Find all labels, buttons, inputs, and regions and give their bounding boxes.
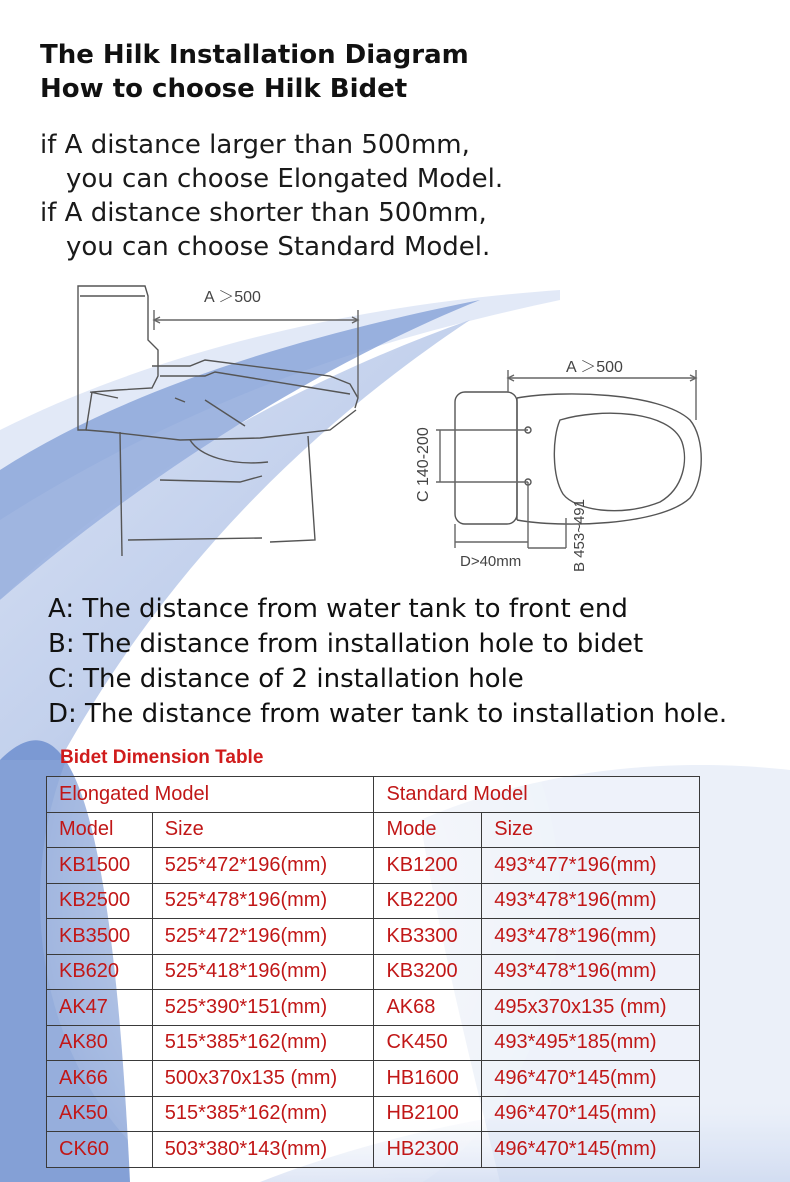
header-size: Size	[152, 812, 374, 848]
top-dimension-label: A ＞500	[566, 359, 623, 376]
page-title	[40, 38, 469, 106]
legend-a: A: The distance from water tank to front end	[48, 594, 628, 624]
standard-model-cell: KB1200	[374, 848, 482, 884]
elongated-model-cell: AK47	[47, 990, 153, 1026]
table-row	[47, 1096, 700, 1132]
table-row	[47, 848, 700, 884]
table-row	[47, 883, 700, 919]
standard-size-cell: 496*470*145(mm)	[482, 1061, 700, 1097]
rule-line-2: you can choose Elongated Model.	[66, 164, 504, 194]
elongated-size-cell: 525*472*196(mm)	[152, 848, 374, 884]
elongated-model-cell: KB1500	[47, 848, 153, 884]
standard-size-cell: 493*478*196(mm)	[482, 883, 700, 919]
standard-model-cell: AK68	[374, 990, 482, 1026]
rule-line-3: if A distance shorter than 500mm,	[40, 198, 487, 228]
dimension-legend	[48, 592, 727, 732]
standard-size-cell: 496*470*145(mm)	[482, 1096, 700, 1132]
standard-size-cell: 495x370x135 (mm)	[482, 990, 700, 1026]
installation-diagram	[0, 280, 790, 580]
elongated-size-cell: 525*478*196(mm)	[152, 883, 374, 919]
bidet-dimension-table	[46, 776, 700, 1168]
standard-model-cell: KB2200	[374, 883, 482, 919]
standard-size-cell: 496*470*145(mm)	[482, 1132, 700, 1168]
elongated-size-cell: 500x370x135 (mm)	[152, 1061, 374, 1097]
elongated-model-cell: KB3500	[47, 919, 153, 955]
table-row	[47, 1025, 700, 1061]
elongated-model-cell: AK66	[47, 1061, 153, 1097]
side-dimension-a	[154, 310, 358, 398]
table-row	[47, 1061, 700, 1097]
header-mode: Mode	[374, 812, 482, 848]
standard-model-cell: HB1600	[374, 1061, 482, 1097]
table-row	[47, 1132, 700, 1168]
selection-rules	[40, 128, 503, 264]
group-elongated: Elongated Model	[47, 777, 374, 813]
dimension-c-label: C 140-200	[415, 427, 432, 502]
table-row	[47, 990, 700, 1026]
title-line-1: The Hilk Installation Diagram	[40, 40, 469, 70]
side-dimension-label: A ＞500	[204, 289, 261, 306]
standard-size-cell: 493*495*185(mm)	[482, 1025, 700, 1061]
title-line-2: How to choose Hilk Bidet	[40, 74, 408, 104]
table-row	[47, 919, 700, 955]
elongated-size-cell: 503*380*143(mm)	[152, 1132, 374, 1168]
elongated-size-cell: 515*385*162(mm)	[152, 1096, 374, 1132]
group-standard: Standard Model	[374, 777, 700, 813]
legend-c: C: The distance of 2 installation hole	[48, 664, 524, 694]
side-view-toilet-drawing	[78, 286, 358, 556]
rule-line-4: you can choose Standard Model.	[66, 232, 491, 262]
table-row	[47, 954, 700, 990]
dimension-d-label: D>40mm	[460, 553, 522, 570]
elongated-size-cell: 515*385*162(mm)	[152, 1025, 374, 1061]
standard-model-cell: HB2100	[374, 1096, 482, 1132]
dimension-b-label: B 453~491	[571, 499, 588, 572]
standard-model-cell: HB2300	[374, 1132, 482, 1168]
elongated-size-cell: 525*390*151(mm)	[152, 990, 374, 1026]
header-size-standard: Size	[482, 812, 700, 848]
header-model: Model	[47, 812, 153, 848]
dimension-c-line	[436, 430, 528, 482]
standard-size-cell: 493*477*196(mm)	[482, 848, 700, 884]
elongated-model-cell: AK50	[47, 1096, 153, 1132]
table-title: Bidet Dimension Table	[60, 747, 264, 768]
standard-model-cell: KB3300	[374, 919, 482, 955]
legend-d: D: The distance from water tank to installation hole.	[48, 699, 728, 729]
elongated-model-cell: KB620	[47, 954, 153, 990]
elongated-size-cell: 525*472*196(mm)	[152, 919, 374, 955]
legend-b: B: The distance from installation hole to bidet	[48, 629, 644, 659]
rule-line-1: if A distance larger than 500mm,	[40, 130, 470, 160]
standard-model-cell: KB3200	[374, 954, 482, 990]
elongated-model-cell: AK80	[47, 1025, 153, 1061]
table-group-row	[47, 777, 700, 813]
elongated-model-cell: KB2500	[47, 883, 153, 919]
standard-size-cell: 493*478*196(mm)	[482, 919, 700, 955]
standard-model-cell: CK450	[374, 1025, 482, 1061]
table-header-row	[47, 812, 700, 848]
elongated-model-cell: CK60	[47, 1132, 153, 1168]
elongated-size-cell: 525*418*196(mm)	[152, 954, 374, 990]
standard-size-cell: 493*478*196(mm)	[482, 954, 700, 990]
